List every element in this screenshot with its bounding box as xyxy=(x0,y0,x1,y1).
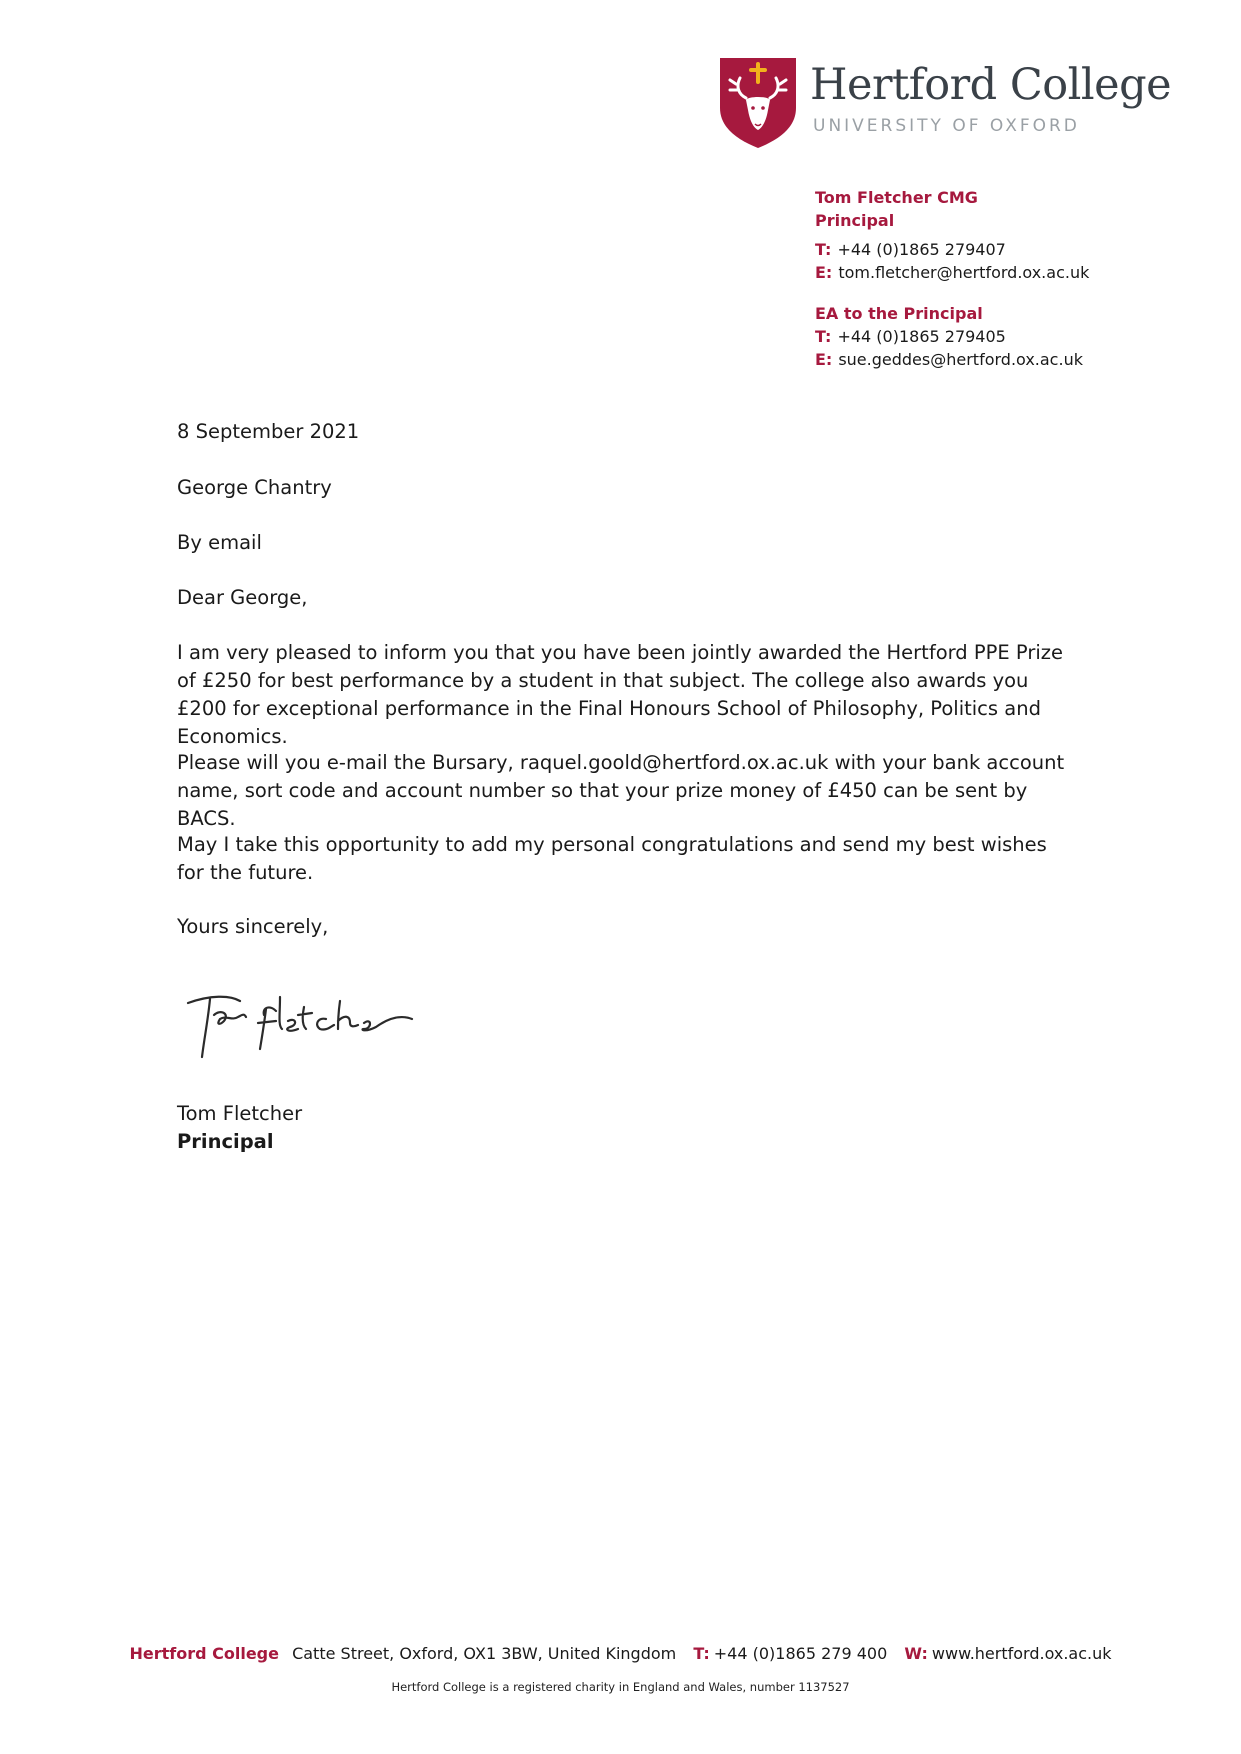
email-label: E: xyxy=(815,350,833,369)
ea-email-line xyxy=(815,348,1195,371)
college-logo xyxy=(718,56,1172,150)
logo-university-subtitle: UNIVERSITY OF OXFORD xyxy=(813,116,1080,136)
footer-charity-note: Hertford College is a registered charity in England and Wales, number 1137527 xyxy=(391,1680,850,1694)
footer-website: www.hertford.ox.ac.uk xyxy=(931,1644,1112,1663)
principal-phone-line xyxy=(815,238,1195,261)
letter-closing: Yours sincerely, xyxy=(177,915,329,938)
ea-contact-block xyxy=(815,302,1195,371)
principal-contact-block xyxy=(815,186,1195,232)
letter-date: 8 September 2021 xyxy=(177,420,360,443)
principal-email-line xyxy=(815,261,1195,284)
phone-label: T: xyxy=(815,240,832,259)
college-crest-icon xyxy=(718,56,798,150)
phone-label: T: xyxy=(815,327,832,346)
principal-role: Principal xyxy=(815,211,895,230)
letter-paragraph-1: I am very pleased to inform you that you have been jointly awarded the Hertford PPE Prize of £250 for best performance by a student in that subject. The college also awards you £200 for exceptional performance in the Final Honours School of Philosophy, Politics and Economics. xyxy=(177,641,1063,748)
logo-college-name: Hertford College xyxy=(810,60,1172,110)
handwritten-signature xyxy=(180,985,440,1065)
letter-paragraph-3: May I take this opportunity to add my personal congratulations and send my best wishes for the future. xyxy=(177,833,1047,884)
principal-email: tom.fletcher@hertford.ox.ac.uk xyxy=(838,263,1090,282)
ea-email: sue.geddes@hertford.ox.ac.uk xyxy=(838,350,1083,369)
letter-salutation: Dear George, xyxy=(177,586,308,609)
ea-phone-line xyxy=(815,325,1195,348)
footer-contact-line xyxy=(0,1644,1241,1663)
principal-name: Tom Fletcher CMG xyxy=(815,188,978,207)
principal-contact-details xyxy=(815,238,1195,284)
letter-delivery-method: By email xyxy=(177,531,262,554)
footer-address: Catte Street, Oxford, OX1 3BW, United Kingdom xyxy=(292,1644,677,1663)
footer-web-label: W: xyxy=(904,1644,928,1663)
signatory-title: Principal xyxy=(177,1130,274,1153)
letter-paragraph-2: Please will you e-mail the Bursary, raquel.goold@hertford.ox.ac.uk with your bank account name, sort code and account number so that your prize money of £450 can be sent by BACS. xyxy=(177,751,1065,830)
principal-phone: +44 (0)1865 279407 xyxy=(837,240,1006,259)
footer-phone-label: T: xyxy=(693,1644,710,1663)
ea-phone: +44 (0)1865 279405 xyxy=(837,327,1006,346)
letter-recipient: George Chantry xyxy=(177,476,332,499)
email-label: E: xyxy=(815,263,833,282)
signatory-name: Tom Fletcher xyxy=(177,1102,303,1125)
footer-phone: +44 (0)1865 279 400 xyxy=(713,1644,888,1663)
ea-role: EA to the Principal xyxy=(815,304,983,323)
footer-college-name: Hertford College xyxy=(129,1644,279,1663)
